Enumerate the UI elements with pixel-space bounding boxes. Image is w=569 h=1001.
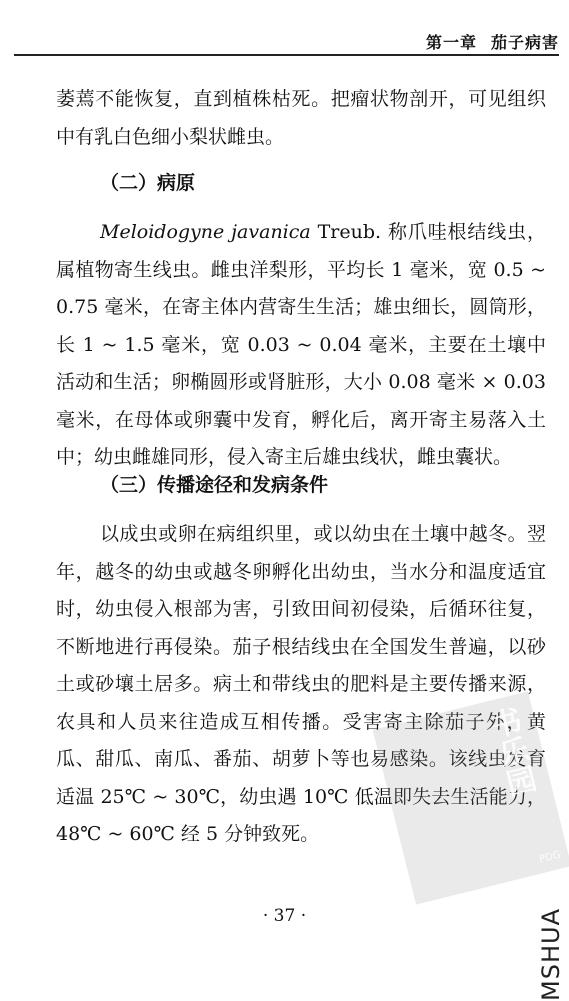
header-divider bbox=[14, 54, 559, 56]
watermark: MSHUA bbox=[537, 908, 565, 1001]
stamp-text: 书乐园 bbox=[482, 704, 539, 801]
stamp-sub-text: PDG bbox=[538, 849, 562, 866]
page-number: · 37 · bbox=[262, 906, 307, 926]
paragraph-transmission: 以成虫或卵在病组织里，或以幼虫在土壤中越冬。翌年，越冬的幼虫或越冬卵孵化出幼虫，当水分和温度适宜时，幼虫侵入根部为害，引致田间初侵染，后循环往复，不断地进行再侵染。茄子根结线虫在全国发生普遍，以砂土或砂壤土居多。病土和带线虫的肥料是主要传播来源，农具和人员来往造成互相传播。受害寄主除茄子外，黄瓜、甜瓜、南瓜、番茄、胡萝卜等也易感染。该线虫发育适温 25℃ ~ 30℃，幼虫遇 10℃ 低温即失去生活能力，48℃ ~ 60℃ 经 5 分钟致死。 bbox=[56, 523, 546, 845]
section-heading-pathogen: （二）病原 bbox=[100, 172, 196, 194]
chapter-title: 茄子病害 bbox=[490, 33, 559, 52]
paragraph-pathogen bbox=[56, 214, 546, 477]
running-header bbox=[20, 30, 559, 53]
paragraph-symptoms-end: 萎蔫不能恢复，直到植株枯死。把瘤状物剖开，可见组织中有乳白色细小梨状雌虫。 bbox=[56, 88, 546, 148]
scientific-name: Meloidogyne javanica bbox=[100, 221, 311, 243]
section-heading-transmission: （三）传播途径和发病条件 bbox=[100, 474, 329, 496]
pathogen-description: Treub. 称爪哇根结线虫，属植物寄生线虫。雌虫洋梨形，平均长 1 毫米，宽 0.5 ~ 0.75 毫米，在寄主体内营寄生生活；雄虫细长，圆筒形，长 1 ~ 1.5 毫米，宽 0.03 ~ 0.04 毫米，主要在土壤中活动和生活；卵椭圆形或肾脏形，大小 0.08 毫米 × 0.03 毫米，在母体或卵囊中发育，孵化后，离开寄主易落入土中；幼虫雌雄同形，侵入寄主后雄虫线状，雌虫囊状。 bbox=[56, 221, 546, 468]
chapter-label: 第一章 bbox=[425, 33, 477, 52]
